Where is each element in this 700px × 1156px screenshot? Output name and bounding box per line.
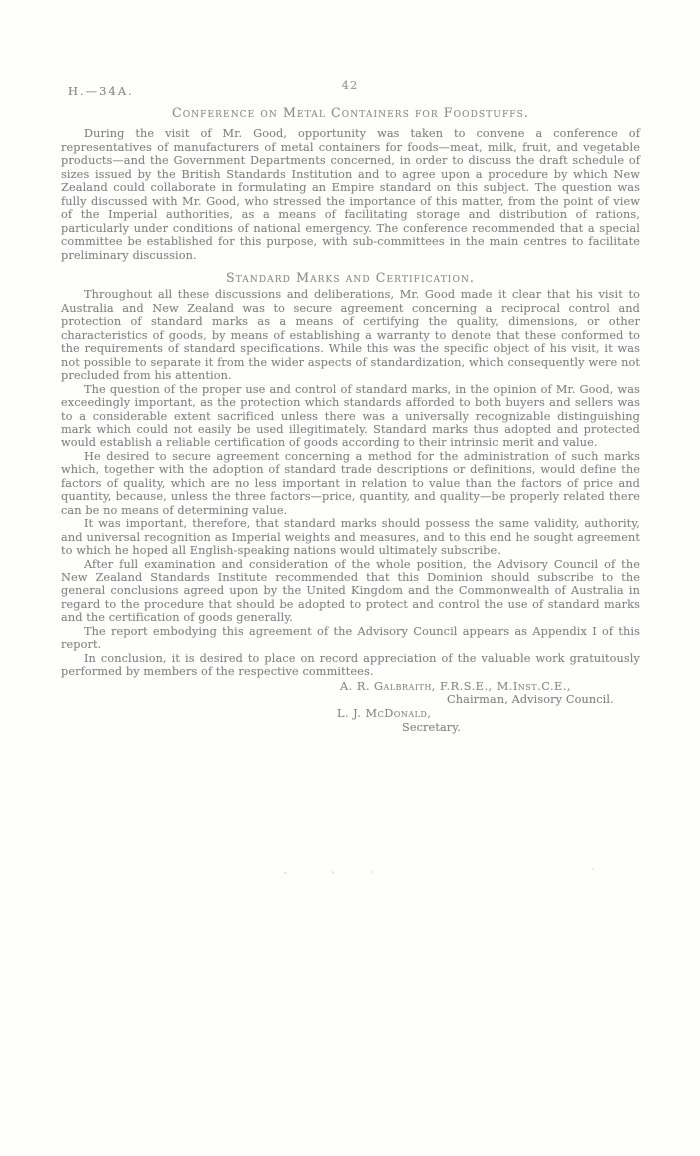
section-heading-standard-marks: Standard Marks and Certification. [225, 269, 476, 285]
document-title: Conference on Metal Containers for Foodstuffs. [171, 105, 530, 120]
signature-name-chairman: A. R. Galbraith, F.R.S.E., M.Inst.C.E., [340, 679, 571, 693]
paragraph: After full examination and consideration of the whole position, the Advisory Council of the New Zealand Standards Institute recommended that this Dominion should subscribe to the general conclusions agreed upon by the United Kingdom and the Commonwealth of Australia in regard to the procedure that should be adopted to protect and control the use of standard marks and the certification of goods generally. [61, 557, 640, 625]
signature-name-secretary: L. J. McDonald, [337, 707, 432, 721]
paragraph: In conclusion, it is desired to place on record appreciation of the valuable work gratuitously performed by members of the respective committees. [61, 651, 640, 679]
paragraph: He desired to secure agreement concerning a method for the administration of such marks which, together with the adoption of standard trade descriptions or definitions, would define the factors of quality, which are no less important in relation to value than the factors of price and quantity, because, unless the three factors—price, quantity, and quality—be properly related there can be no means of determining value. [61, 449, 640, 517]
signature-role-chairman: Chairman, Advisory Council. [447, 693, 614, 707]
paragraph: The question of the proper use and control of standard marks, in the opinion of Mr. Good, was exceedingly important, as the protection which standards afforded to both buyers and sellers was to a considerable extent sacrificed unless there was a universally recognizable distinguishing mark which could not easily be used illegitimately. Standard marks thus adopted and protected would establish a reliable certification of goods according to their intrinsic merit and value. [61, 382, 640, 450]
scan-speck [371, 871, 373, 873]
paragraph: Throughout all these discussions and deliberations, Mr. Good made it clear that his visit to Australia and New Zealand was to secure agreement concerning a reciprocal control and protection of standard marks as a means of certifying the quality, dimensions, or other characteristics of goods, by means of establishing a warranty to denote that these conformed to the requirements of standard specifications. While this was the specific object of his visit, it was not possible to separate it from the wider aspects of standardization, which consequently were not precluded from his attention. [61, 288, 640, 383]
scan-speck [284, 872, 287, 874]
signature-role-secretary: Secretary. [402, 720, 461, 734]
scan-speck [332, 871, 334, 874]
paragraph-conference-intro: During the visit of Mr. Good, opportunity was taken to convene a conference of representatives of manufacturers of metal containers for foods—meat, milk, fruit, and vegetable products—and the Government Departments concerned, in order to discuss the draft schedule of sizes issued by the British Standards Institution and to agree upon a procedure by which New Zealand could collaborate in formulating an Empire standard on this subject. The question was fully discussed with Mr. Good, who stressed the importance of this matter, from the point of view of the Imperial authorities, as a means of facilitating storage and distribution of rations, particularly under conditions of national emergency. The conference recommended that a special committee be established for this purpose, with sub-committees in the main centres to facilitate preliminary discussion. [61, 127, 640, 262]
document-body [61, 106, 640, 735]
paragraph: The report embodying this agreement of the Advisory Council appears as Appendix I of this report. [61, 624, 640, 652]
page-number: 42 [341, 78, 359, 92]
paragraph: It was important, therefore, that standard marks should possess the same validity, authority, and universal recognition as Imperial weights and measures, and to this end he sought agreement to which he hoped all English-speaking nations would ultimately subscribe. [61, 517, 640, 558]
document-reference: H.—34A. [68, 84, 134, 98]
scan-speck [592, 868, 594, 870]
signature-block [61, 680, 640, 735]
